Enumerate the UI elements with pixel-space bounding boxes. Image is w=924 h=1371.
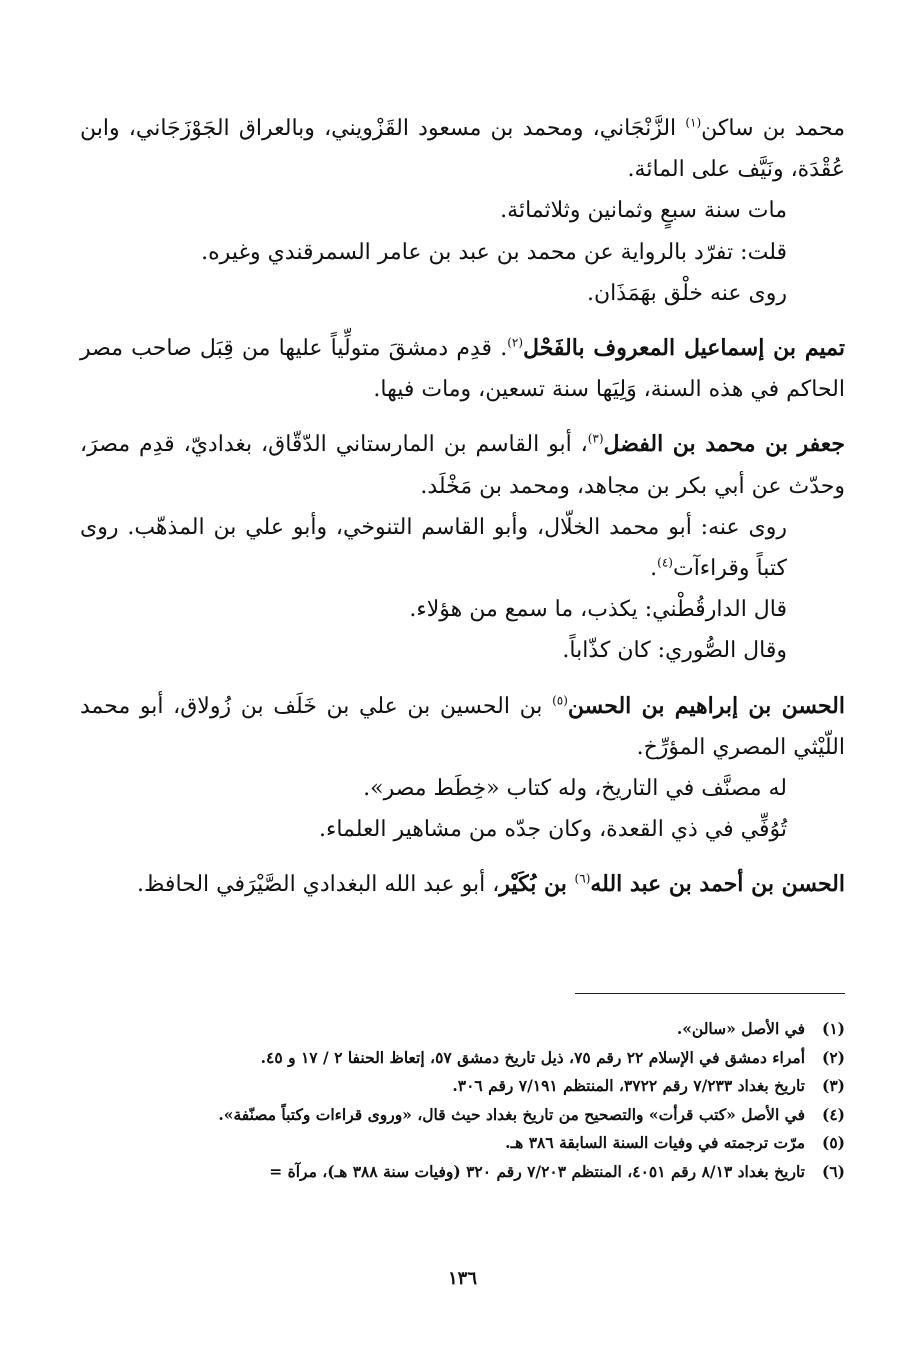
footnote xyxy=(80,1102,845,1129)
text-run: روى عنه: أبو محمد الخلّال، وأبو القاسم التنوخي، وأبو علي بن المذهّب. روى كتباً وقراءآت xyxy=(80,514,787,582)
entry-heading-paragraph xyxy=(80,864,845,905)
paragraph xyxy=(80,768,845,809)
text-run: . xyxy=(650,556,658,582)
footnote xyxy=(80,1073,845,1100)
entry-heading-paragraph xyxy=(80,686,845,768)
footnote-number: (١) xyxy=(821,1019,845,1038)
footnote-ref: (٢) xyxy=(507,335,524,350)
footnote xyxy=(80,1130,845,1157)
paragraph xyxy=(80,108,845,190)
paragraph xyxy=(80,232,845,273)
entry-name: تميم بن إسماعيل المعروف بالفَحْل xyxy=(523,335,845,362)
paragraph xyxy=(80,273,845,314)
text-run: بن الحسين بن علي بن خَلَف بن زُولاق، أبو محمد اللّيْثي المصري المؤرِّخ. xyxy=(80,693,845,760)
book-page xyxy=(80,0,845,1371)
text-run: الزَّنْجَاني، ومحمد بن مسعود القَزْويني، وبالعراق الجَوْزَجَاني، وابن عُقْدَة، ونَيَّف على المائة. xyxy=(80,116,845,183)
footnote-text: أمراء دمشق في الإسلام ٢٢ رقم ٧٥، ذيل تاريخ دمشق ٥٧، إتعاظ الحنفا ٢ / ١٧ و ٤٥. xyxy=(260,1047,805,1067)
entry-name: الحسن بن أحمد بن عبد الله xyxy=(590,871,845,898)
footnote-text: في الأصل «سالن». xyxy=(676,1019,805,1038)
entry-name: الحسن بن إبراهيم بن الحسن xyxy=(567,692,845,719)
footnote-ref: (٥) xyxy=(552,693,568,708)
footnote-text: تاريخ بغداد ٧/٢٣٣ رقم ٣٧٢٢، المنتظم ٧/١٩١ رقم ٣٠٦. xyxy=(452,1076,805,1095)
text-run: له مصنَّف في التاريخ، وله كتاب «خِطَط مصر». xyxy=(363,776,787,802)
footnote-text: تاريخ بغداد ٨/١٣ رقم ٤٠٥١، المنتظم ٧/٢٠٣ رقم ٣٢٠ (وفيات سنة ٣٨٨ هـ)، مرآة = xyxy=(269,1161,805,1181)
footnote-number: (٢) xyxy=(821,1047,845,1067)
footnote-number: (٤) xyxy=(821,1104,845,1124)
text-run: قلت: تفرّد بالرواية عن محمد بن عبد بن عامر السمرقندي وغيره. xyxy=(201,239,787,265)
footnote-number: (٣) xyxy=(821,1076,845,1095)
footnote-ref: (٦) xyxy=(574,872,591,887)
text-run: محمد بن ساكن xyxy=(701,116,846,141)
main-text xyxy=(80,108,845,906)
footnote-text: مرّت ترجمته في وفيات السنة السابقة ٣٨٦ هـ. xyxy=(505,1133,805,1152)
footnote-ref: (٣) xyxy=(587,432,604,447)
footnote xyxy=(80,1045,845,1072)
paragraph xyxy=(80,507,845,589)
footnote-text: في الأصل «كتب قرأت» والتصحيح من تاريخ بغداد حيث قال، «وروى قراءات وكتباً مصنّفة». xyxy=(218,1104,805,1124)
footnote-ref: (١) xyxy=(685,115,702,130)
entry-name: بن بُكَيْر xyxy=(499,871,575,898)
footnote xyxy=(80,1016,845,1043)
footnote-number: (٦) xyxy=(821,1161,845,1181)
entry-name: جعفر بن محمد بن الفضل xyxy=(603,431,846,458)
paragraph xyxy=(80,809,845,850)
footnote xyxy=(80,1159,845,1186)
paragraph xyxy=(80,190,845,231)
paragraph xyxy=(80,630,845,671)
page-number: ١٣٦ xyxy=(447,1268,477,1289)
footnote-separator xyxy=(575,993,845,994)
footnotes xyxy=(80,1016,845,1187)
text-run: ، أبو عبد الله البغدادي الصَّيْرَفي الحافظ. xyxy=(137,872,500,898)
text-run: . قدِم دمشقَ متولِّياً عليها من قِبَل صاحب مصر الحاكم في هذه السنة، وَلِيَها سنة تسعين، ومات فيها. xyxy=(80,336,845,403)
text-run: ، أبو القاسم بن المارستاني الدّقّاق، بغداديّ، قدِم مصرَ، وحدّث عن أبي بكر بن مجاهد، ومحمد بن مَخْلَد. xyxy=(80,432,845,499)
text-run: قال الدارقُطْني: يكذب، ما سمع من هؤلاء. xyxy=(409,597,787,623)
text-run: مات سنة سبعٍ وثمانين وثلاثمائة. xyxy=(500,198,787,224)
footnote-number: (٥) xyxy=(821,1133,845,1152)
entry-heading-paragraph xyxy=(80,424,845,506)
text-run: روى عنه خلْق بهَمَذَان. xyxy=(586,280,787,306)
text-run: وقال الصُّوري: كان كذّاباً. xyxy=(562,638,787,664)
footnote-ref: (٤) xyxy=(657,555,673,570)
entry-heading-paragraph xyxy=(80,328,845,410)
text-run: تُوُفِّي في ذي القعدة، وكان جدّه من مشاهير العلماء. xyxy=(318,817,787,843)
paragraph xyxy=(80,589,845,630)
